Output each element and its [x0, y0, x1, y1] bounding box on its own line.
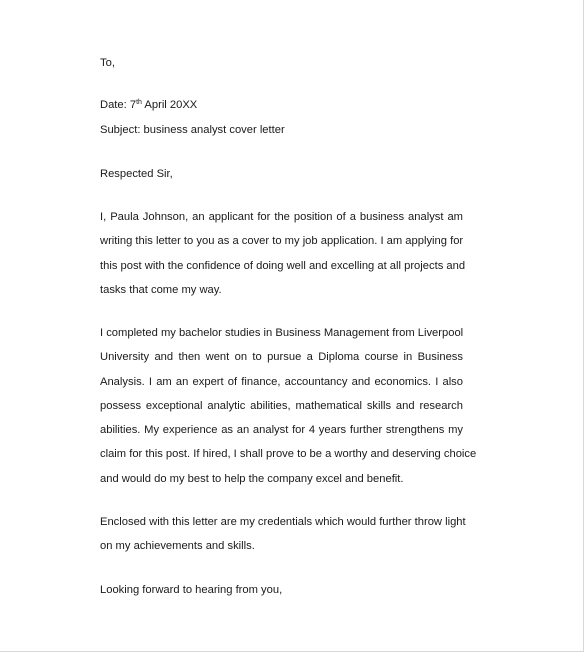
- paragraph-enclosure: [100, 510, 466, 559]
- paragraph-line: Analysis. I am an expert of finance, accountancy and economics. I also: [100, 375, 463, 388]
- paragraph-line: I completed my bachelor studies in Business Management from Liverpool: [100, 327, 464, 339]
- paragraph-line: tasks that come my way.: [100, 283, 222, 296]
- paragraph-line: writing this letter to you as a cover to my job application. I am applying for: [100, 235, 464, 248]
- paragraph-line: this post with the confidence of doing well and excelling at all projects and: [100, 259, 466, 272]
- date-rest: April 20XX: [141, 99, 198, 111]
- letter-subject: Subject: business analyst cover letter: [100, 124, 285, 136]
- date-label: Date: 7: [100, 99, 137, 111]
- paragraph-line: and would do my best to help the company excel and benefit.: [100, 472, 404, 485]
- paragraph-line: abilities. My experience as an analyst for 4 years further strengthens my: [100, 424, 463, 437]
- paragraph-line: on my achievements and skills.: [100, 540, 255, 553]
- paragraph-line: Enclosed with this letter are my credentials which would further throw light: [100, 516, 466, 528]
- letter-greeting: Respected Sir,: [100, 168, 173, 180]
- letter-date: [100, 93, 197, 117]
- paragraph-line: claim for this post. If hired, I shall prove to be a worthy and deserving choice: [100, 448, 477, 461]
- salutation-to: To,: [100, 57, 115, 69]
- paragraph-line: possess exceptional analytic abilities, mathematical skills and research: [100, 399, 463, 412]
- paragraph-intro: [100, 205, 466, 302]
- paragraph-education: [100, 321, 477, 491]
- paragraph-line: I, Paula Johnson, an applicant for the position of a business analyst am: [100, 211, 463, 223]
- date-superscript: th: [136, 99, 142, 106]
- paragraph-line: University and then went on to pursue a Diploma course in Business: [100, 351, 463, 364]
- letter-closing: Looking forward to hearing from you,: [100, 584, 283, 596]
